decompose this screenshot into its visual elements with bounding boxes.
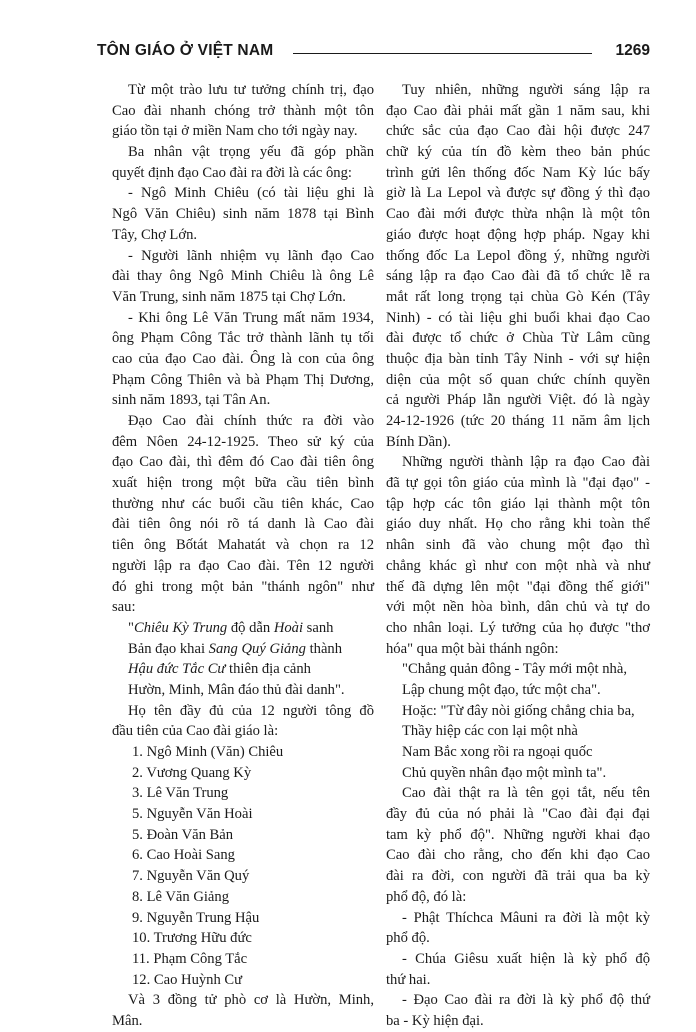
text-line: sáng lập ra đạo Cao đài đã tổ chức lễ ra (386, 268, 650, 285)
text-line: Từ một trào lưu tư tưởng chính trị, đạo (128, 82, 374, 98)
text-line: diện của một số quan chức chính quyền (386, 371, 650, 388)
text-line: Tuy nhiên, những người sáng lập ra (402, 82, 650, 98)
text-line: tam kỳ phổ độ". Những người khai đạo (386, 826, 650, 843)
text-line: giáo duy nhất. Họ cho rằng khi toàn thể (386, 516, 650, 533)
text-line: Cao đài cho rằng, cho đến khi đạo Cao (386, 847, 650, 864)
text-line: Hậu đức Tắc Cư thiên địa cảnh (128, 661, 311, 678)
text-line: Cao đài nhanh chóng trở thành một tôn (112, 102, 374, 119)
text-line: Nam Bắc xong rồi ra ngoại quốc (402, 744, 593, 760)
text-line: - Đạo Cao đài ra đời là kỳ phổ độ thứ (402, 992, 650, 1009)
text-line: đài được tổ chức ở Chùa Từ Lâm cũng (386, 330, 650, 347)
text-line: 1. Ngô Minh (Văn) Chiêu (132, 744, 284, 760)
text-line: 11. Phạm Công Tắc (132, 950, 248, 967)
text-line: 7. Nguyễn Văn Quý (132, 868, 250, 885)
text-line: Bản đạo khai Sang Quý Giảng thành (128, 640, 343, 657)
text-line: Mân. (112, 1012, 143, 1029)
text-line: cả người Pháp lẫn người Việt. đó là ngày (386, 392, 650, 409)
text-line: sinh năm 1893, tại Tân An. (112, 392, 271, 409)
text-line: 24-12-1926 (tức 20 tháng 11 năm âm lịch (386, 413, 650, 429)
text-line: - Người lãnh nhiệm vụ lãnh đạo Cao (128, 247, 374, 264)
text-line: đó ghi trong một bản "thánh ngôn" như (112, 578, 374, 595)
text-line: Thầy hiệp các con lại một nhà (402, 723, 578, 740)
right-column (386, 80, 650, 1032)
text-line: cho nhân loại. Lý tưởng của họ được "thơ (386, 619, 650, 636)
text-line: giờ là La Lepol và được sự đồng ý thì đạo (386, 185, 650, 202)
text-line: sau: (112, 599, 136, 616)
text-line: 10. Trương Hữu đức (132, 930, 252, 947)
text-line: hóa" qua một bài thánh ngôn: (386, 640, 559, 657)
text-line: đã tự gọi tôn giáo của mình là "đại đạo" - (386, 475, 650, 492)
text-line: chữ ký của tín đồ kèm theo bản phúc (386, 144, 650, 161)
text-line: cao của đạo Cao đài. Ông là con của ông (112, 350, 374, 367)
text-line: Đạo Cao đài chính thức ra đời vào (128, 413, 374, 429)
text-line: quyết định đạo Cao đài ra đời là các ông: (112, 164, 352, 181)
text-line: Phạm Công Thiên và bà Phạm Thị Dương, (112, 371, 374, 388)
text-line: 5. Nguyễn Văn Hoài (132, 806, 253, 823)
text-line: thuộc địa bàn tỉnh Tây Ninh - với sự hiện (386, 350, 650, 367)
text-line: giáo tồn tại ở miền Nam cho tới ngày nay. (112, 123, 358, 140)
text-line: đầu tiên của Cao đài giáo là: (112, 723, 279, 740)
text-line: Lập chung một đạo, tức một cha". (402, 681, 601, 698)
text-line: trình gửi lên thống đốc Nam Kỳ lúc bấy (386, 164, 650, 181)
text-line: - Phật Thíchca Mâuni ra đời là một kỳ (402, 909, 650, 926)
text-line: ông Phạm Công Tắc trở thành lãnh tụ tối (112, 330, 374, 347)
text-line: Cao đài mới được thừa nhận là một tôn (386, 206, 650, 223)
text-line: "Chẳng quản đông - Tây mới một nhà, (402, 661, 627, 678)
text-line: xuất hiện trong một bữa cầu tiên bình (112, 475, 374, 492)
text-line: tiên ông Bốtát Mahatát và chọn ra 12 (112, 537, 374, 554)
text-line: tập hợp các tôn giáo lại thành một tôn (386, 495, 650, 512)
text-line: 5. Đoàn Văn Bản (132, 826, 234, 843)
text-line: thứ hai. (386, 971, 431, 988)
text-line: Bính Dần). (386, 433, 451, 450)
text-line: 9. Nguyễn Trung Hậu (132, 909, 260, 926)
text-line: Hườn, Minh, Mân đáo thủ đài danh". (128, 681, 345, 698)
text-line: 8. Lê Văn Giảng (132, 888, 229, 905)
text-line: chức sắc của đạo Cao đài hội được 247 (386, 123, 650, 140)
text-line: đêm Nôen 24-12-1925. Theo sử ký của (112, 433, 374, 450)
text-line: Cao đài thật ra là tên gọi tắt, nếu tên (402, 785, 650, 802)
text-line: đài ra đời, con người đã trải qua ba kỳ (386, 868, 650, 885)
text-line: Ninh) - có tài liệu ghi buổi khai đạo Cao (386, 309, 650, 326)
header-rule (293, 53, 592, 54)
page-number: 1269 (615, 42, 650, 59)
text-line: - Ngô Minh Chiêu (có tài liệu ghi là (128, 185, 374, 202)
text-line: với một nền hòa bình, dân chủ và tự do (386, 599, 650, 616)
text-line: - Chúa Giêsu xuất hiện là kỳ phổ độ (402, 950, 650, 967)
text-line: - Khi ông Lê Văn Trung mất năm 1934, (128, 309, 374, 326)
text-line: ba - Kỳ hiện đại. (386, 1012, 484, 1029)
text-line: Chủ quyền nhân đạo một mình ta". (402, 764, 607, 781)
text-line: đài thay ông Ngô Minh Chiêu là ông Lê (112, 268, 374, 285)
text-line: "Chiêu Kỳ Trung độ dẫn Hoài sanh (128, 619, 334, 636)
text-line: thống đốc La Lepol đồng ý, những người (386, 247, 650, 264)
text-line: Văn Trung, sinh năm 1875 tại Chợ Lớn. (112, 288, 346, 305)
text-line: nhân sinh đã vào chung một đạo thì (386, 537, 650, 554)
text-line: giáo được hoạt động hợp pháp. Ngay khi (386, 226, 650, 243)
text-line: Và 3 đồng tử phò cơ là Hườn, Minh, (128, 992, 374, 1009)
text-line: thế đã dựng lên một "đại đồng thế giới" (386, 578, 650, 595)
text-line: đài tiên ông nói rõ tá danh là Cao đài (112, 516, 374, 533)
text-line: 3. Lê Văn Trung (132, 785, 229, 802)
text-line: thường như các buổi cầu tiên khác, Cao (112, 495, 374, 512)
text-line: Họ tên đầy đủ của 12 người tông đồ (128, 702, 374, 719)
text-line: phổ độ, đó là: (386, 888, 467, 905)
text-line: Những người thành lập ra đạo Cao đài (402, 454, 650, 471)
text-line: mắt rất long trọng tại chùa Gò Kén (Tây (386, 288, 650, 305)
text-line: phổ độ. (386, 930, 430, 947)
text-line: 6. Cao Hoài Sang (132, 847, 235, 864)
running-header (97, 42, 650, 66)
text-line: Tây, Chợ Lớn. (112, 226, 198, 243)
left-column (112, 80, 374, 1032)
book-title: TÔN GIÁO Ở VIỆT NAM (97, 42, 274, 59)
text-line: Ngô Văn Chiêu) sinh năm 1878 tại Bình (112, 206, 374, 223)
text-line: chẳng khác gì như con một nhà và như (386, 557, 650, 574)
text-line: đạo Cao đài phải mất gần 1 năm sau, khi (386, 102, 650, 119)
text-line: người lập ra đạo Cao đài. Tên 12 người (112, 557, 374, 574)
text-line: 2. Vương Quang Kỳ (132, 764, 252, 781)
text-line: Hoặc: "Từ đây nòi giống chẳng chia ba, (402, 702, 635, 719)
text-line: 12. Cao Huỳnh Cư (132, 971, 243, 988)
text-line: đạo Cao đài, thì đêm đó Cao đài tiên ông (112, 454, 374, 471)
text-line: đầy đủ của nó phải là "Cao đài đại đại (386, 806, 650, 823)
text-line: Ba nhân vật trọng yếu đã góp phần (128, 144, 374, 161)
